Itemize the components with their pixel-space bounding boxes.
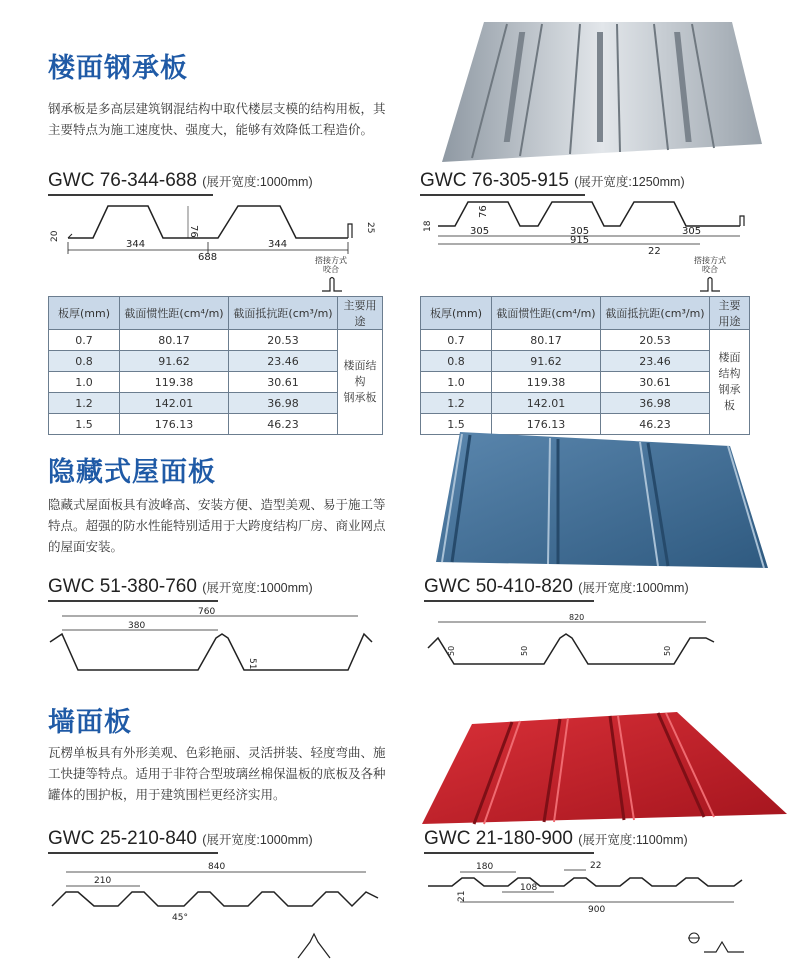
cell: 0.7 bbox=[421, 330, 492, 351]
roof-right-dim-h2: 50 bbox=[520, 645, 529, 656]
table-header-row bbox=[421, 297, 750, 330]
cell: 176.13 bbox=[492, 414, 601, 435]
floor-left-width: (展开宽度:1000mm) bbox=[202, 175, 313, 189]
wall-right-dim-h: 21 bbox=[457, 890, 467, 902]
floor-right-model-code: GWC 76-305-915 bbox=[420, 170, 569, 191]
floor-right-dim-total: 915 bbox=[570, 235, 590, 246]
table-row bbox=[49, 372, 383, 393]
cell: 119.38 bbox=[492, 372, 601, 393]
floor-right-model-label bbox=[420, 170, 685, 192]
roof-left-width: (展开宽度:1000mm) bbox=[202, 581, 313, 595]
wall-right-dim-total: 900 bbox=[588, 905, 606, 915]
wall-right-model-code: GWC 21-180-900 bbox=[424, 828, 573, 849]
roof-right-width: (展开宽度:1000mm) bbox=[578, 581, 689, 595]
wall-panel-title: 墙面板 bbox=[48, 707, 132, 738]
floor-left-model-label bbox=[48, 170, 313, 192]
wall-right-model-label bbox=[424, 828, 688, 850]
wall-left-dim-angle: 45° bbox=[172, 913, 188, 923]
floor-deck-title: 楼面钢承板 bbox=[48, 53, 188, 84]
floor-left-dim-h76: 76 bbox=[188, 225, 199, 238]
cell: 0.8 bbox=[49, 351, 120, 372]
cell: 36.98 bbox=[601, 393, 710, 414]
table-row bbox=[49, 351, 383, 372]
floor-right-lap-line2: 咬合 bbox=[702, 265, 718, 274]
wall-left-width: (展开宽度:1000mm) bbox=[202, 833, 313, 847]
wall-left-model-code: GWC 25-210-840 bbox=[48, 828, 197, 849]
floor-deck-product-image bbox=[412, 12, 762, 162]
cell: 142.01 bbox=[120, 393, 229, 414]
floor-right-lap-icon bbox=[698, 276, 722, 292]
wall-right-dim-top: 22 bbox=[590, 861, 602, 871]
use-cell bbox=[710, 330, 750, 435]
table-row bbox=[421, 330, 750, 351]
floor-left-lap-label bbox=[306, 256, 356, 274]
wall-right-rule bbox=[424, 852, 594, 854]
table-header-row bbox=[49, 297, 383, 330]
roof-panel-description: 隐藏式屋面板具有波峰高、安装方便、造型美观、易于施工等特点。超强的防水性能特别适用于大跨度结构厂房、商业网点的屋面安装。 bbox=[48, 497, 386, 554]
floor-right-dim-h76: 76 bbox=[478, 205, 489, 218]
col-inertia: 截面惯性距(cm⁴/m) bbox=[120, 297, 229, 330]
floor-left-dim-h25: 25 bbox=[365, 222, 375, 234]
col-inertia: 截面惯性距(cm⁴/m) bbox=[492, 297, 601, 330]
floor-left-dim-total: 688 bbox=[198, 252, 218, 263]
table-row bbox=[421, 393, 750, 414]
wall-left-profile-drawing bbox=[48, 856, 388, 961]
cell: 0.8 bbox=[421, 351, 492, 372]
floor-right-spec-table bbox=[420, 296, 750, 435]
roof-right-model-label bbox=[424, 576, 689, 598]
roof-right-rule bbox=[424, 600, 594, 602]
floor-left-model-code: GWC 76-344-688 bbox=[48, 170, 197, 191]
cell: 30.61 bbox=[229, 372, 338, 393]
roof-left-model-code: GWC 51-380-760 bbox=[48, 576, 197, 597]
use-cell bbox=[338, 330, 383, 435]
cell: 1.2 bbox=[49, 393, 120, 414]
cell: 142.01 bbox=[492, 393, 601, 414]
roof-right-dim-total: 820 bbox=[569, 613, 585, 622]
floor-left-profile-drawing bbox=[48, 198, 388, 288]
cell: 46.23 bbox=[229, 414, 338, 435]
wall-left-rule bbox=[48, 852, 218, 854]
use-line2: 钢承板 bbox=[343, 391, 377, 404]
floor-right-dim-small: 22 bbox=[648, 246, 661, 257]
cell: 1.5 bbox=[49, 414, 120, 435]
roof-left-dim-pitch: 380 bbox=[128, 621, 146, 631]
wall-panel-product-image bbox=[412, 710, 787, 825]
roof-right-dim-h3: 50 bbox=[663, 645, 672, 656]
cell: 36.98 bbox=[229, 393, 338, 414]
cell: 1.0 bbox=[49, 372, 120, 393]
cell: 20.53 bbox=[229, 330, 338, 351]
roof-left-profile-drawing bbox=[48, 604, 378, 684]
use-line2: 钢承板 bbox=[718, 383, 741, 412]
cell: 46.23 bbox=[601, 414, 710, 435]
use-line1: 楼面结构 bbox=[343, 359, 377, 388]
cell: 23.46 bbox=[601, 351, 710, 372]
cell: 0.7 bbox=[49, 330, 120, 351]
floor-right-dim-h18: 18 bbox=[423, 220, 433, 232]
floor-left-rule bbox=[48, 194, 213, 196]
cell: 91.62 bbox=[120, 351, 229, 372]
roof-left-dim-h: 51 bbox=[247, 658, 257, 670]
col-thickness: 板厚(mm) bbox=[421, 297, 492, 330]
floor-left-dim-h20: 20 bbox=[50, 230, 60, 242]
col-resistance: 截面抵抗距(cm³/m) bbox=[601, 297, 710, 330]
table-row bbox=[421, 372, 750, 393]
floor-left-lap-line2: 咬合 bbox=[323, 265, 339, 274]
cell: 20.53 bbox=[601, 330, 710, 351]
wall-right-width: (展开宽度:1100mm) bbox=[578, 833, 688, 847]
wall-left-dim-total: 840 bbox=[208, 862, 226, 872]
table-row bbox=[49, 330, 383, 351]
roof-left-rule bbox=[48, 600, 218, 602]
cell: 176.13 bbox=[120, 414, 229, 435]
floor-right-dim-p1: 305 bbox=[470, 226, 490, 237]
floor-left-dim-p2: 344 bbox=[268, 239, 288, 250]
cell: 1.5 bbox=[421, 414, 492, 435]
roof-panel-title: 隐藏式屋面板 bbox=[48, 457, 216, 488]
floor-right-dim-p3: 305 bbox=[682, 226, 702, 237]
col-use: 主要用途 bbox=[338, 297, 383, 330]
cell: 80.17 bbox=[492, 330, 601, 351]
roof-right-profile-drawing bbox=[424, 608, 724, 678]
floor-left-lap-line1: 搭接方式 bbox=[315, 256, 347, 265]
floor-left-lap-icon bbox=[320, 276, 344, 292]
wall-left-model-label bbox=[48, 828, 313, 850]
floor-right-width: (展开宽度:1250mm) bbox=[574, 175, 685, 189]
roof-right-model-code: GWC 50-410-820 bbox=[424, 576, 573, 597]
cell: 119.38 bbox=[120, 372, 229, 393]
wall-left-dim-pitch: 210 bbox=[94, 876, 112, 886]
roof-panel-product-image bbox=[430, 430, 770, 570]
cell: 23.46 bbox=[229, 351, 338, 372]
col-use: 主要用途 bbox=[710, 297, 750, 330]
floor-left-spec-table bbox=[48, 296, 383, 435]
wall-right-dim-pitch: 180 bbox=[476, 862, 494, 872]
cell: 80.17 bbox=[120, 330, 229, 351]
wall-panel-description: 瓦楞单板具有外形美观、色彩艳丽、灵活拼装、轻度弯曲、施工快捷等特点。适用于非符合型玻璃丝棉保温板的底板及各种罐体的围护板，用于建筑围栏更经济实用。 bbox=[48, 745, 386, 802]
wall-right-dim-bottom: 108 bbox=[520, 883, 538, 893]
roof-right-dim-h1: 50 bbox=[447, 645, 456, 656]
floor-right-lap-line1: 搭接方式 bbox=[694, 256, 726, 265]
use-line1: 楼面结构 bbox=[718, 351, 741, 380]
table-row bbox=[49, 393, 383, 414]
col-resistance: 截面抵抗距(cm³/m) bbox=[229, 297, 338, 330]
floor-right-lap-label bbox=[685, 256, 735, 274]
wall-right-profile-drawing bbox=[424, 856, 764, 961]
floor-deck-description: 钢承板是多高层建筑钢混结构中取代楼层支模的结构用板，其主要特点为施工速度快、强度大，能够有效降低工程造价。 bbox=[48, 101, 386, 137]
table-row bbox=[49, 414, 383, 435]
cell: 30.61 bbox=[601, 372, 710, 393]
cell: 1.2 bbox=[421, 393, 492, 414]
table-row bbox=[421, 351, 750, 372]
cell: 91.62 bbox=[492, 351, 601, 372]
roof-left-model-label bbox=[48, 576, 313, 598]
cell: 1.0 bbox=[421, 372, 492, 393]
col-thickness: 板厚(mm) bbox=[49, 297, 120, 330]
roof-left-dim-total: 760 bbox=[198, 607, 216, 617]
floor-right-dim-p2: 305 bbox=[570, 226, 590, 237]
floor-left-dim-p1: 344 bbox=[126, 239, 146, 250]
